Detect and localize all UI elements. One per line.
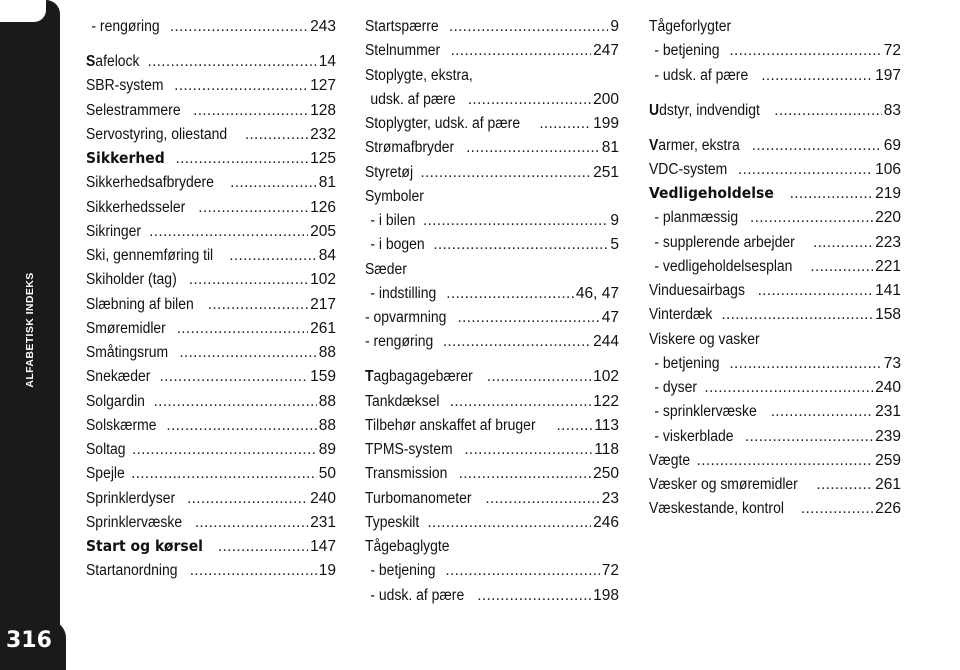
dot-leader bbox=[420, 162, 591, 183]
index-entry-term: Vinterdæk bbox=[649, 306, 713, 324]
dot-leader bbox=[738, 159, 873, 180]
index-entry bbox=[649, 183, 901, 204]
dot-leader bbox=[446, 283, 574, 304]
dot-leader bbox=[697, 450, 873, 471]
index-entry-term: Solgardin bbox=[86, 392, 145, 410]
index-entry bbox=[649, 353, 901, 374]
dot-leader bbox=[174, 75, 308, 96]
dot-leader bbox=[423, 210, 608, 231]
index-entry-term: Servostyring, oliestand bbox=[86, 125, 228, 143]
index-entry bbox=[86, 342, 336, 363]
page-number: 316 bbox=[6, 628, 52, 653]
index-entry-page: 240 bbox=[875, 379, 901, 396]
index-entry bbox=[649, 207, 901, 228]
dot-leader bbox=[477, 585, 591, 606]
index-entry bbox=[86, 100, 336, 121]
index-entry bbox=[365, 40, 619, 61]
index-entry bbox=[365, 283, 619, 304]
index-entry bbox=[649, 280, 901, 301]
index-entry-page: 118 bbox=[594, 441, 619, 458]
index-entry-term: Stoplygte, ekstra, bbox=[365, 66, 473, 84]
index-entry bbox=[649, 40, 901, 61]
index-entry-term: Start og kørsel bbox=[86, 537, 203, 555]
index-entry-page: 73 bbox=[883, 354, 901, 372]
index-entry-page: 226 bbox=[875, 500, 901, 518]
index-entry bbox=[649, 135, 901, 156]
dot-leader bbox=[179, 342, 316, 363]
index-entry-term: Startspærre bbox=[365, 18, 439, 35]
dot-leader bbox=[198, 197, 308, 218]
index-entry bbox=[365, 89, 619, 110]
index-entry-page: 158 bbox=[875, 306, 901, 324]
index-entry bbox=[649, 401, 901, 422]
dot-leader bbox=[539, 113, 591, 134]
sidebar-notch bbox=[0, 0, 46, 22]
index-entry-page: 14 bbox=[318, 53, 336, 70]
index-entry-page: 261 bbox=[310, 319, 336, 337]
index-entry-page: 250 bbox=[593, 465, 619, 483]
index-entry-term: Transmission bbox=[365, 465, 448, 483]
index-entry-term: Varmer, ekstra bbox=[649, 136, 740, 154]
dot-leader bbox=[433, 234, 608, 255]
index-entry-term: VDC-system bbox=[649, 160, 728, 178]
index-entry-page: 69 bbox=[883, 136, 901, 154]
dot-leader bbox=[459, 463, 592, 484]
index-entry-page: 243 bbox=[310, 18, 336, 35]
dot-leader bbox=[750, 207, 873, 228]
dot-leader bbox=[449, 16, 609, 37]
index-letter-initial: V bbox=[649, 136, 659, 154]
index-entry bbox=[649, 256, 901, 277]
index-entry-page: 259 bbox=[875, 451, 901, 469]
dot-leader bbox=[131, 463, 317, 484]
index-entry-term: - betjening bbox=[654, 42, 720, 60]
index-entry-page: 198 bbox=[593, 586, 619, 604]
index-entry-term: Spejle bbox=[86, 465, 125, 483]
index-entry-page: 197 bbox=[875, 66, 901, 84]
index-entry-page: 88 bbox=[318, 392, 336, 410]
index-entry-page: 19 bbox=[318, 562, 336, 580]
index-entry-page: 122 bbox=[593, 392, 619, 410]
index-entry bbox=[649, 498, 901, 519]
index-entry-term: Væsker og smøremidler bbox=[649, 476, 798, 493]
index-entry bbox=[86, 439, 336, 460]
index-entry bbox=[365, 512, 619, 533]
index-entry-page: 200 bbox=[593, 90, 619, 108]
index-entry-page: 239 bbox=[875, 427, 901, 445]
index-entry bbox=[86, 415, 336, 436]
dot-leader bbox=[132, 439, 317, 460]
index-letter-initial: S bbox=[86, 53, 96, 70]
index-entry-term: Safelock bbox=[86, 53, 140, 70]
index-entry-page: 102 bbox=[593, 368, 619, 386]
index-entry bbox=[86, 221, 336, 242]
index-entry-page: 72 bbox=[883, 42, 901, 60]
dot-leader bbox=[721, 304, 873, 325]
index-entry-term: - udsk. af pære bbox=[654, 66, 749, 84]
index-entry bbox=[365, 560, 619, 581]
index-entry-page: 126 bbox=[310, 198, 336, 216]
section-label: ALFABETISK INDEKS bbox=[24, 272, 36, 388]
index-entry-page: 128 bbox=[310, 101, 336, 119]
index-entry bbox=[365, 585, 619, 606]
index-entry-page: 244 bbox=[593, 333, 619, 351]
index-entry-page: 23 bbox=[601, 489, 619, 507]
dot-leader bbox=[195, 512, 308, 533]
dot-leader bbox=[427, 512, 591, 533]
dot-leader bbox=[790, 183, 873, 204]
dot-leader bbox=[464, 439, 592, 460]
index-entry bbox=[365, 113, 619, 134]
index-entry-term: Selestrammere bbox=[86, 101, 181, 119]
index-entry-term: Udstyr, indvendigt bbox=[649, 101, 760, 119]
index-entry-term: Tågebaglygte bbox=[365, 538, 450, 555]
index-entry-page: 147 bbox=[310, 538, 336, 555]
index-entry bbox=[365, 536, 619, 557]
index-entry-page: 9 bbox=[610, 18, 619, 35]
dot-leader bbox=[208, 294, 308, 315]
index-entry bbox=[365, 259, 619, 280]
index-entry-term: Skiholder (tag) bbox=[86, 271, 177, 289]
dot-leader bbox=[154, 391, 317, 412]
index-entry bbox=[365, 186, 619, 207]
dot-leader bbox=[813, 232, 873, 253]
index-entry-term: - i bilen bbox=[370, 212, 416, 229]
dot-leader bbox=[771, 401, 873, 422]
index-entry-term: - dyser bbox=[654, 379, 698, 396]
index-entry bbox=[365, 439, 619, 460]
dot-leader bbox=[758, 280, 874, 301]
index-entry-page: 125 bbox=[310, 150, 336, 167]
dot-leader bbox=[729, 353, 881, 374]
dot-leader bbox=[745, 426, 873, 447]
dot-leader bbox=[487, 366, 591, 387]
index-entry-term: - opvarmning bbox=[365, 309, 447, 326]
dot-leader bbox=[774, 100, 882, 121]
index-entry-term: Solskærme bbox=[86, 416, 157, 434]
dot-leader bbox=[229, 245, 316, 266]
index-entry bbox=[86, 488, 336, 509]
index-entry bbox=[86, 245, 336, 266]
index-entry bbox=[86, 536, 336, 557]
index-entry bbox=[649, 100, 901, 121]
dot-leader bbox=[801, 498, 873, 519]
index-entry-page: 141 bbox=[875, 282, 901, 299]
index-entry bbox=[649, 16, 901, 37]
index-entry-page: 113 bbox=[594, 416, 619, 434]
index-entry bbox=[365, 234, 619, 255]
dot-leader bbox=[451, 40, 592, 61]
index-entry-page: 219 bbox=[875, 185, 901, 202]
dot-leader bbox=[175, 148, 308, 169]
dot-leader bbox=[457, 307, 599, 328]
index-entry-page: 261 bbox=[875, 476, 901, 493]
index-entry bbox=[86, 172, 336, 193]
index-column-1 bbox=[86, 16, 336, 585]
index-entry-page: 72 bbox=[601, 562, 619, 580]
index-entry-page: 89 bbox=[318, 441, 336, 458]
index-entry-page: 231 bbox=[875, 403, 901, 421]
index-entry-term: - vedligeholdelsesplan bbox=[654, 257, 793, 275]
index-entry-page: 247 bbox=[593, 42, 619, 60]
index-entry bbox=[649, 329, 901, 350]
index-entry-page: 232 bbox=[310, 125, 336, 143]
dot-leader bbox=[193, 100, 308, 121]
index-entry bbox=[649, 474, 901, 495]
index-entry bbox=[649, 426, 901, 447]
index-entry-term: Stoplygter, udsk. af pære bbox=[365, 115, 521, 132]
index-entry-term: Småtingsrum bbox=[86, 344, 169, 361]
index-entry bbox=[649, 304, 901, 325]
index-entry-page: 84 bbox=[318, 247, 336, 264]
dot-leader bbox=[187, 488, 308, 509]
dot-leader bbox=[557, 415, 593, 436]
dot-leader bbox=[245, 124, 308, 145]
index-entry-page: 88 bbox=[318, 416, 336, 434]
index-entry-term: - betjening bbox=[654, 354, 720, 372]
index-letter-initial: T bbox=[365, 368, 374, 386]
index-entry-term: Turbomanometer bbox=[365, 489, 472, 507]
index-entry-page: 83 bbox=[883, 101, 901, 119]
index-entry bbox=[86, 560, 336, 581]
index-entry-term: Strømafbryder bbox=[365, 139, 455, 157]
index-entry-page: 205 bbox=[310, 222, 336, 240]
index-entry bbox=[365, 331, 619, 352]
dot-leader bbox=[485, 488, 599, 509]
index-entry bbox=[365, 391, 619, 412]
dot-leader bbox=[218, 536, 308, 557]
dot-leader bbox=[166, 415, 316, 436]
index-entry bbox=[649, 159, 901, 180]
index-entry-term: Vedligeholdelse bbox=[649, 184, 774, 202]
index-entry bbox=[86, 512, 336, 533]
index-entry bbox=[649, 450, 901, 471]
dot-leader bbox=[445, 560, 599, 581]
index-entry-page: 251 bbox=[593, 163, 619, 181]
index-entry-term: - supplerende arbejder bbox=[654, 233, 795, 251]
dot-leader bbox=[810, 256, 873, 277]
index-entry-term: Sprinklervæske bbox=[86, 513, 183, 531]
index-entry bbox=[649, 232, 901, 253]
index-entry-term: Symboler bbox=[365, 187, 424, 205]
index-column-3 bbox=[649, 16, 901, 523]
index-entry-term: Stelnummer bbox=[365, 42, 441, 60]
index-entry-term: udsk. af pære bbox=[370, 90, 456, 108]
index-entry bbox=[365, 137, 619, 158]
index-entry bbox=[649, 65, 901, 86]
index-entry-term: Sprinklerdyser bbox=[86, 489, 176, 507]
index-entry bbox=[86, 391, 336, 412]
index-entry bbox=[86, 124, 336, 145]
dot-leader bbox=[147, 51, 316, 72]
index-entry bbox=[86, 197, 336, 218]
dot-leader bbox=[189, 269, 308, 290]
dot-leader bbox=[466, 137, 600, 158]
index-entry bbox=[86, 318, 336, 339]
index-entry-page: 106 bbox=[875, 160, 901, 178]
index-entry bbox=[86, 16, 336, 37]
index-entry-term: - rengøring bbox=[91, 18, 160, 35]
index-entry bbox=[86, 148, 336, 169]
dot-leader bbox=[170, 16, 308, 37]
index-entry-term: Sikkerhedsafbrydere bbox=[86, 174, 214, 192]
index-entry-page: 159 bbox=[310, 368, 336, 386]
dot-leader bbox=[450, 391, 591, 412]
index-entry bbox=[649, 377, 901, 398]
dot-leader bbox=[729, 40, 881, 61]
index-entry-term: Tågeforlygter bbox=[649, 18, 732, 35]
index-entry-term: Tankdæksel bbox=[365, 392, 440, 410]
index-entry-page: 240 bbox=[310, 489, 336, 507]
index-entry-term: Sikkerhed bbox=[86, 149, 165, 167]
index-entry-term: Sæder bbox=[365, 260, 407, 278]
index-entry-term: Soltag bbox=[86, 441, 126, 458]
index-entry-term: - udsk. af pære bbox=[370, 586, 465, 604]
index-entry-term: Snekæder bbox=[86, 368, 151, 386]
index-entry-term: - indstilling bbox=[370, 284, 437, 302]
index-entry-term: - sprinklervæske bbox=[654, 403, 757, 421]
index-entry-page: 47 bbox=[601, 309, 619, 326]
index-entry bbox=[365, 162, 619, 183]
index-entry bbox=[86, 366, 336, 387]
index-entry-page: 88 bbox=[318, 344, 336, 361]
index-entry bbox=[365, 16, 619, 37]
index-entry bbox=[86, 269, 336, 290]
index-entry-page: 81 bbox=[318, 174, 336, 192]
index-entry bbox=[86, 294, 336, 315]
index-entry-term: - rengøring bbox=[365, 333, 434, 351]
index-entry-term: Vinduesairbags bbox=[649, 282, 745, 299]
index-entry bbox=[365, 210, 619, 231]
index-entry-term: - i bogen bbox=[370, 236, 425, 254]
dot-leader bbox=[177, 318, 308, 339]
index-entry-term: SBR-system bbox=[86, 77, 164, 95]
index-entry-page: 102 bbox=[310, 271, 336, 289]
dot-leader bbox=[752, 135, 882, 156]
index-entry-page: 50 bbox=[318, 465, 336, 483]
index-entry-term: Styretøj bbox=[365, 163, 414, 181]
dot-leader bbox=[761, 65, 873, 86]
dot-leader bbox=[230, 172, 317, 193]
index-entry-page: 223 bbox=[875, 233, 901, 251]
dot-leader bbox=[816, 474, 873, 495]
index-entry bbox=[365, 463, 619, 484]
index-entry-page: 221 bbox=[875, 257, 901, 275]
dot-leader bbox=[149, 221, 308, 242]
index-column-2 bbox=[365, 16, 619, 609]
dot-leader bbox=[468, 89, 591, 110]
index-entry-term: TPMS-system bbox=[365, 441, 453, 458]
index-letter-initial: U bbox=[649, 101, 660, 119]
index-entry bbox=[86, 75, 336, 96]
dot-leader bbox=[190, 560, 317, 581]
index-entry bbox=[365, 307, 619, 328]
index-entry bbox=[86, 51, 336, 72]
index-entry-term: Sikkerhedsseler bbox=[86, 198, 186, 216]
index-entry-term: Slæbning af bilen bbox=[86, 295, 194, 313]
index-entry-page: 5 bbox=[610, 236, 619, 254]
index-entry-term: - planmæssig bbox=[654, 209, 739, 227]
index-entry-term: Sikringer bbox=[86, 222, 142, 240]
index-entry-page: 127 bbox=[310, 77, 336, 95]
index-entry bbox=[365, 65, 619, 86]
index-entry-term: - betjening bbox=[370, 562, 436, 580]
index-entry-page: 46, 47 bbox=[575, 284, 619, 302]
index-entry-term: Startanordning bbox=[86, 562, 178, 580]
dot-leader bbox=[704, 377, 873, 398]
index-entry-term: Smøremidler bbox=[86, 319, 166, 337]
index-entry-page: 231 bbox=[310, 513, 336, 531]
index-entry-term: Ski, gennemføring til bbox=[86, 247, 214, 264]
index-entry-term: Vægte bbox=[649, 451, 691, 469]
index-entry-page: 199 bbox=[593, 115, 619, 132]
index-entry-page: 246 bbox=[593, 513, 619, 531]
index-entry bbox=[86, 463, 336, 484]
index-entry-page: 220 bbox=[875, 209, 901, 227]
index-entry-term: Tilbehør anskaffet af bruger bbox=[365, 416, 536, 434]
index-entry-term: Tagbagagebærer bbox=[365, 368, 473, 386]
index-entry-term: Viskere og vasker bbox=[649, 330, 760, 348]
index-entry-term: Væskestande, kontrol bbox=[649, 500, 784, 518]
index-entry bbox=[365, 415, 619, 436]
index-entry-term: Typeskilt bbox=[365, 513, 420, 531]
index-entry-page: 9 bbox=[610, 212, 619, 229]
index-entry-page: 81 bbox=[601, 139, 619, 157]
index-entry-term: - viskerblade bbox=[654, 427, 734, 445]
index-entry-page: 217 bbox=[310, 295, 336, 313]
index-entry bbox=[365, 366, 619, 387]
dot-leader bbox=[160, 366, 309, 387]
dot-leader bbox=[443, 331, 591, 352]
index-entry bbox=[365, 488, 619, 509]
